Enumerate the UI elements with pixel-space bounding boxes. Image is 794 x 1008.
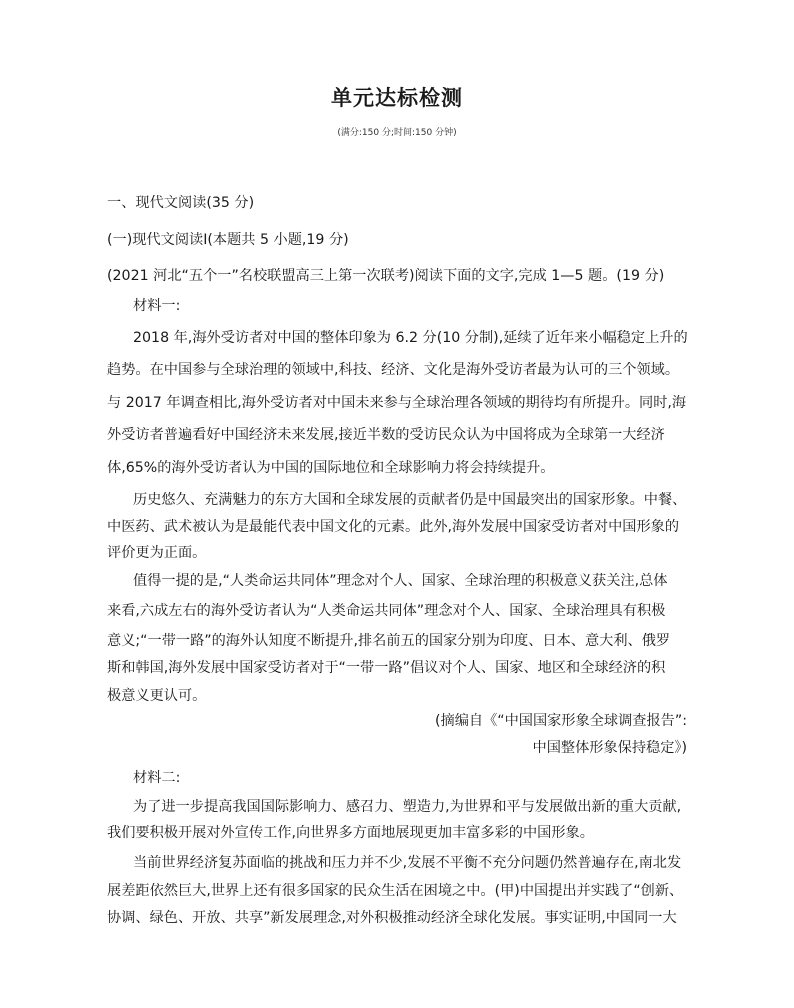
paragraph-line: 中医药、武术被认为是最能代表中国文化的元素。此外,海外发展中国家受访者对中国形象的 bbox=[107, 519, 680, 535]
subsection-heading: (一)现代文阅读Ⅰ(本题共 5 小题,19 分) bbox=[107, 232, 349, 248]
paragraph-line: 与 2017 年调查相比,海外受访者对中国未来参与全球治理各领域的期待均有所提升。同时,海 bbox=[107, 395, 687, 411]
paragraph-line: 来看,六成左右的海外受访者认为“人类命运共同体”理念对个人、国家、全球治理具有积极 bbox=[107, 603, 666, 619]
paragraph-line: 我们要积极开展对外宣传工作,向世界多方面地展现更加丰富多彩的中国形象。 bbox=[107, 825, 594, 841]
paragraph-line: 历史悠久、充满魅力的东方大国和全球发展的贡献者仍是中国最突出的国家形象。中餐、 bbox=[133, 492, 687, 508]
paragraph-line: 斯和韩国,海外发展中国家受访者对于“一带一路”倡议对个人、国家、地区和全球经济的积 bbox=[107, 660, 666, 676]
question-intro: (2021 河北“五个一”名校联盟高三上第一次联考)阅读下面的文字,完成 1—5 题。(19 分) bbox=[107, 268, 665, 284]
paragraph-line: 体,65%的海外受访者认为中国的国际地位和全球影响力将会持续提升。 bbox=[107, 460, 555, 476]
paragraph-line: 极意义更认可。 bbox=[107, 688, 207, 704]
source-citation: (摘编自《“中国国家形象全球调查报告”: bbox=[434, 713, 687, 729]
paragraph-line: 评价更为正面。 bbox=[107, 545, 207, 561]
paragraph-line: 为了进一步提高我国国际影响力、感召力、塑造力,为世界和平与发展做出新的重大贡献, bbox=[133, 799, 682, 815]
paragraph-line: 协调、绿色、开放、共享”新发展理念,对外积极推动经济全球化发展。事实证明,中国同一大 bbox=[107, 910, 677, 926]
paragraph-line: 当前世界经济复苏面临的挑战和压力并不少,发展不平衡不充分问题仍然普遍存在,南北发 bbox=[133, 855, 682, 871]
page-title: 单元达标检测 bbox=[331, 86, 463, 110]
section-heading: 一、现代文阅读(35 分) bbox=[107, 195, 255, 211]
paragraph-line: 意义;“一带一路”的海外认知度不断提升,排名前五的国家分别为印度、日本、意大利、俄罗 bbox=[107, 633, 671, 649]
paragraph-line: 值得一提的是,“人类命运共同体”理念对个人、国家、全球治理的积极意义获关注,总体 bbox=[133, 573, 668, 589]
material-label: 材料一: bbox=[133, 298, 181, 314]
paragraph-line: 趋势。在中国参与全球治理的领域中,科技、经济、文化是海外受访者最为认可的三个领域。 bbox=[107, 362, 680, 378]
paragraph-line: 展差距依然巨大,世界上还有很多国家的民众生活在困境之中。(甲)中国提出并实践了“创新、 bbox=[107, 883, 684, 899]
source-citation: 中国整体形象保持稳定》) bbox=[532, 740, 687, 756]
paragraph-line: 外受访者普遍看好中国经济未来发展,接近半数的受访民众认为中国将成为全球第一大经济 bbox=[107, 427, 665, 443]
paragraph-line: 2018 年,海外受访者对中国的整体印象为 6.2 分(10 分制),延续了近年来小幅稳定上升的 bbox=[133, 330, 688, 346]
score-time-note: (满分:150 分;时间:150 分钟) bbox=[337, 128, 457, 138]
material-label: 材料二: bbox=[133, 770, 181, 786]
